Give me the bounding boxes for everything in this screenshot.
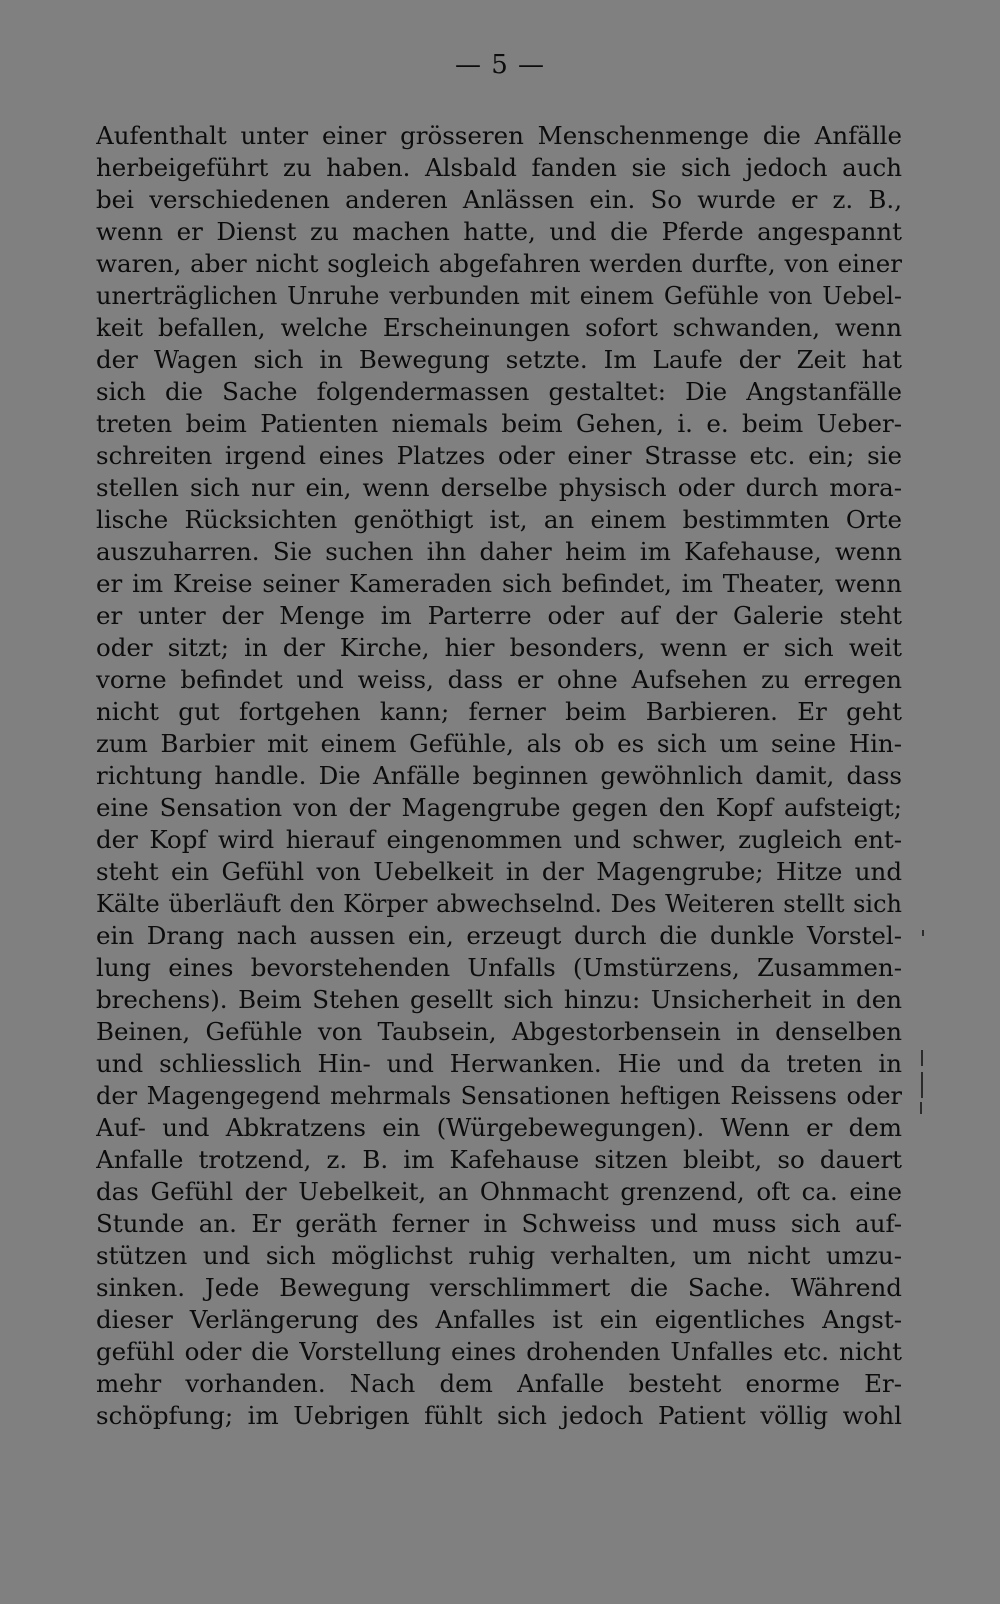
text-line: lische Rücksichten genöthigt ist, an einem bestimmten Orte bbox=[96, 505, 902, 534]
margin-mark bbox=[921, 1050, 923, 1066]
text-line: unerträglichen Unruhe verbunden mit einem Gefühle von Uebel- bbox=[96, 282, 902, 310]
text-line: Auf- und Abkratzens ein (Würgebewegungen). Wenn er dem bbox=[96, 1113, 902, 1142]
text-line: schöpfung; im Uebrigen fühlt sich jedoch Patient völlig wohl bbox=[96, 1401, 902, 1430]
text-line: keit befallen, welche Erscheinungen sofort schwanden, wenn bbox=[96, 313, 902, 342]
text-line: schreiten irgend eines Platzes oder einer Strasse etc. ein; sie bbox=[96, 441, 902, 470]
text-line: steht ein Gefühl von Uebelkeit in der Magengrube; Hitze und bbox=[96, 857, 902, 886]
text-line: er im Kreise seiner Kameraden sich befindet, im Theater, wenn bbox=[96, 569, 902, 598]
text-line: der Magengegend mehrmals Sensationen heftigen Reissens oder bbox=[96, 1082, 902, 1110]
text-line: der Kopf wird hierauf eingenommen und schwer, zugleich ent- bbox=[96, 825, 902, 854]
text-line: lung eines bevorstehenden Unfalls (Umstürzens, Zusammen- bbox=[96, 953, 902, 982]
text-line: mehr vorhanden. Nach dem Anfalle besteht enorme Er- bbox=[96, 1369, 902, 1398]
text-line: Beinen, Gefühle von Taubsein, Abgestorbensein in denselben bbox=[96, 1017, 902, 1046]
page-number: — 5 — bbox=[454, 50, 546, 80]
text-line: ein Drang nach aussen ein, erzeugt durch die dunkle Vorstel- bbox=[96, 921, 902, 950]
text-line: er unter der Menge im Parterre oder auf der Galerie steht bbox=[96, 601, 902, 630]
text-line: sich die Sache folgendermassen gestaltet: Die Angstanfälle bbox=[96, 377, 902, 406]
text-line: Stunde an. Er geräth ferner in Schweiss und muss sich auf- bbox=[96, 1209, 902, 1238]
text-line: wenn er Dienst zu machen hatte, und die Pferde angespannt bbox=[96, 217, 902, 246]
margin-mark bbox=[921, 1072, 923, 1098]
text-line: der Wagen sich in Bewegung setzte. Im Laufe der Zeit hat bbox=[96, 345, 902, 374]
text-line: stützen und sich möglichst ruhig verhalten, um nicht umzu- bbox=[96, 1241, 902, 1270]
text-line: sinken. Jede Bewegung verschlimmert die Sache. Während bbox=[96, 1273, 902, 1302]
text-line: bei verschiedenen anderen Anlässen ein. So wurde er z. B., bbox=[96, 185, 902, 214]
text-line: nicht gut fortgehen kann; ferner beim Barbieren. Er geht bbox=[96, 697, 902, 726]
text-line: eine Sensation von der Magengrube gegen den Kopf aufsteigt; bbox=[96, 793, 902, 822]
text-line: vorne befindet und weiss, dass er ohne Aufsehen zu erregen bbox=[96, 665, 902, 694]
text-line: stellen sich nur ein, wenn derselbe physisch oder durch mora- bbox=[96, 473, 902, 502]
text-line: dieser Verlängerung des Anfalles ist ein eigentliches Angst- bbox=[96, 1305, 902, 1334]
text-line: das Gefühl der Uebelkeit, an Ohnmacht grenzend, oft ca. eine bbox=[96, 1177, 902, 1206]
margin-mark bbox=[920, 1102, 922, 1114]
text-line: treten beim Patienten niemals beim Gehen, i. e. beim Ueber- bbox=[96, 409, 902, 438]
text-line: herbeigeführt zu haben. Alsbald fanden sie sich jedoch auch bbox=[96, 153, 902, 182]
margin-pencil-marks bbox=[918, 930, 938, 1140]
text-line: Kälte überläuft den Körper abwechselnd. Des Weiteren stellt sich bbox=[96, 890, 902, 918]
text-line: und schliesslich Hin- und Herwanken. Hie und da treten in bbox=[96, 1049, 902, 1078]
margin-mark bbox=[922, 930, 924, 936]
text-line: Anfalle trotzend, z. B. im Kafehause sitzen bleibt, so dauert bbox=[96, 1145, 902, 1174]
text-line: oder sitzt; in der Kirche, hier besonders, wenn er sich weit bbox=[96, 633, 902, 662]
text-line: auszuharren. Sie suchen ihn daher heim im Kafehause, wenn bbox=[96, 537, 902, 566]
text-line: richtung handle. Die Anfälle beginnen gewöhnlich damit, dass bbox=[96, 761, 902, 790]
text-line: zum Barbier mit einem Gefühle, als ob es sich um seine Hin- bbox=[96, 729, 902, 758]
text-line: Aufenthalt unter einer grösseren Menschenmenge die Anfälle bbox=[96, 121, 902, 150]
text-line: waren, aber nicht sogleich abgefahren werden durfte, von einer bbox=[96, 249, 902, 278]
text-line: brechens). Beim Stehen gesellt sich hinzu: Unsicherheit in den bbox=[96, 985, 902, 1014]
body-text bbox=[96, 120, 902, 1432]
text-line: gefühl oder die Vorstellung eines drohenden Unfalles etc. nicht bbox=[96, 1337, 902, 1366]
